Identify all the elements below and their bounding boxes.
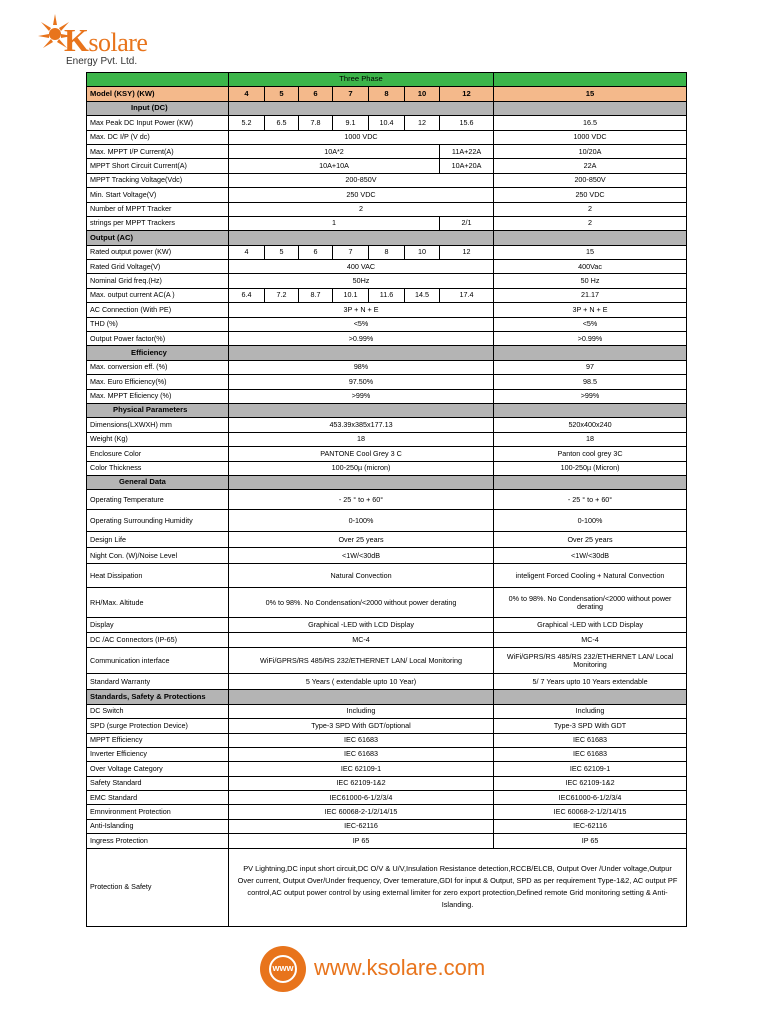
model-cell: 8 — [369, 87, 405, 101]
row-value: 400 VAC — [229, 260, 494, 274]
table-row — [87, 747, 687, 761]
row-value: 18 — [229, 432, 494, 446]
row-label: strings per MPPT Trackers — [87, 216, 229, 230]
row-cell: 12 — [440, 245, 494, 259]
row-cell: 5 — [265, 245, 299, 259]
row-label: Max. MPPT I/P Current(A) — [87, 144, 229, 158]
row-right: <5% — [494, 317, 687, 331]
row-right: Including — [494, 704, 687, 718]
website-badge[interactable] — [260, 946, 510, 994]
table-row — [87, 618, 687, 633]
section-physical: Physical Parameters — [87, 403, 229, 417]
row-value: 50Hz — [229, 274, 494, 288]
row-label: Enclosure Color — [87, 447, 229, 461]
row-label: DC /AC Connectors (IP-65) — [87, 633, 229, 648]
row-value: PV Lightning,DC input short circuit,DC O/V & U/V,Insulation Resistance detection,RCCB/ELCB, Output Over /Under voltage,Outpur Over current, Output Over/Under frequency, Over temerature,GDI for input & Output, SPD as per requirement Type-1&2, AC output PF control,AC output power control by using external limiter for zero export protection,Defined remote Grid monitoring setting & Anti-Islanding. — [229, 848, 687, 926]
table-row — [87, 274, 687, 288]
model-cell: 5 — [265, 87, 299, 101]
phase-label: Three Phase — [229, 73, 494, 87]
table-row — [87, 332, 687, 346]
section-row — [87, 101, 687, 115]
row-value: 0% to 98%. No Condensation/<2000 without power derating — [229, 588, 494, 618]
row-right: 97 — [494, 360, 687, 374]
section-row — [87, 231, 687, 245]
row-cell: 17.4 — [440, 288, 494, 302]
row-value: 2 — [229, 202, 494, 216]
row-right: >99% — [494, 389, 687, 403]
row-right: 400Vac — [494, 260, 687, 274]
row-label: Number of MPPT Tracker — [87, 202, 229, 216]
row-label: Night Con. (W)/Noise Level — [87, 548, 229, 564]
row-value: IEC 62109-1 — [229, 762, 494, 776]
row-right: <1W/<30dB — [494, 548, 687, 564]
row-value: Over 25 years — [229, 532, 494, 548]
row-value: 10A*2 — [229, 144, 440, 158]
row-value: 100-250µ (micron) — [229, 461, 494, 475]
row-right: 3P + N + E — [494, 303, 687, 317]
table-row — [87, 116, 687, 130]
row-cell: 10.4 — [369, 116, 405, 130]
row-right: 250 VDC — [494, 188, 687, 202]
row-right: IEC-62116 — [494, 819, 687, 833]
row-label: Rated Grid Voltage(V) — [87, 260, 229, 274]
row-cell: 5.2 — [229, 116, 265, 130]
row-value: 0-100% — [229, 510, 494, 532]
row-right: 100-250µ (Micron) — [494, 461, 687, 475]
row-value: Natural Convection — [229, 564, 494, 588]
row-right: 98.5 — [494, 375, 687, 389]
section-input: Input (DC) — [87, 101, 229, 115]
row-label: Display — [87, 618, 229, 633]
row-label: MPPT Efficiency — [87, 733, 229, 747]
row-cell: 7.8 — [299, 116, 333, 130]
row-value: IEC 60068-2-1/2/14/15 — [229, 805, 494, 819]
row-value-2: 2/1 — [440, 216, 494, 230]
table-row — [87, 648, 687, 674]
row-value: 5 Years ( extendable upto 10 Year) — [229, 674, 494, 690]
row-label: Max. MPPT Eficiency (%) — [87, 389, 229, 403]
section-row — [87, 690, 687, 704]
table-row — [87, 418, 687, 432]
row-label: Standard Warranty — [87, 674, 229, 690]
row-right: 18 — [494, 432, 687, 446]
row-right: >0.99% — [494, 332, 687, 346]
table-row — [87, 819, 687, 833]
row-right: 200-850V — [494, 173, 687, 187]
table-row — [87, 288, 687, 302]
row-right: 0% to 98%. No Condensation/<2000 without power derating — [494, 588, 687, 618]
row-value: IP 65 — [229, 834, 494, 848]
row-value: 3P + N + E — [229, 303, 494, 317]
row-label: Color Thickness — [87, 461, 229, 475]
row-label: Safety Standard — [87, 776, 229, 790]
phase-row — [87, 73, 687, 87]
table-row — [87, 510, 687, 532]
table-row — [87, 719, 687, 733]
row-label: Ingress Protection — [87, 834, 229, 848]
row-label: Over Voltage Category — [87, 762, 229, 776]
row-right: IP 65 — [494, 834, 687, 848]
row-label: Design Life — [87, 532, 229, 548]
row-cell: 10.1 — [333, 288, 369, 302]
table-row — [87, 704, 687, 718]
row-right: Over 25 years — [494, 532, 687, 548]
spec-table — [86, 72, 687, 927]
row-label: SPD (surge Protection Device) — [87, 719, 229, 733]
row-cell: 15.6 — [440, 116, 494, 130]
row-value: 453.39x385x177.13 — [229, 418, 494, 432]
row-value: PANTONE Cool Grey 3 C — [229, 447, 494, 461]
row-right: 1000 VDC — [494, 130, 687, 144]
row-value: 200-850V — [229, 173, 494, 187]
row-cell: 9.1 — [333, 116, 369, 130]
model-label: Model (KSY) (KW) — [87, 87, 229, 101]
table-row — [87, 375, 687, 389]
row-label: AC Connection (With PE) — [87, 303, 229, 317]
row-right: 21.17 — [494, 288, 687, 302]
row-label: MPPT Short Circuit Current(A) — [87, 159, 229, 173]
globe-icon — [260, 946, 306, 992]
brand-name: Ksolare — [64, 22, 148, 58]
table-row — [87, 588, 687, 618]
row-value: 1 — [229, 216, 440, 230]
row-right: 15 — [494, 245, 687, 259]
row-cell: 14.5 — [405, 288, 440, 302]
table-row — [87, 733, 687, 747]
table-row — [87, 202, 687, 216]
row-value: Type-3 SPD With GDT/optional — [229, 719, 494, 733]
company-logo — [38, 10, 198, 70]
row-right: 0-100% — [494, 510, 687, 532]
row-label: Protection & Safety — [87, 848, 229, 926]
table-row — [87, 159, 687, 173]
website-url[interactable]: www.ksolare.com — [314, 955, 486, 980]
row-value-2: 11A+22A — [440, 144, 494, 158]
model-cell: 10 — [405, 87, 440, 101]
row-right: 520x400x240 — [494, 418, 687, 432]
row-value: IEC 61683 — [229, 733, 494, 747]
table-row — [87, 303, 687, 317]
row-label: Max. Euro Efficiency(%) — [87, 375, 229, 389]
row-cell: 12 — [405, 116, 440, 130]
row-right: IEC61000-6-1/2/3/4 — [494, 791, 687, 805]
row-cell: 7 — [333, 245, 369, 259]
section-row — [87, 475, 687, 489]
row-value: Graphical -LED with LCD Display — [229, 618, 494, 633]
row-label: Max. conversion eff. (%) — [87, 360, 229, 374]
section-general: General Data — [87, 475, 229, 489]
row-value: - 25 ° to + 60° — [229, 490, 494, 510]
row-label: RH/Max. Altitude — [87, 588, 229, 618]
section-row — [87, 403, 687, 417]
row-right: 22A — [494, 159, 687, 173]
row-value: <5% — [229, 317, 494, 331]
row-label: THD (%) — [87, 317, 229, 331]
row-value: Including — [229, 704, 494, 718]
table-row — [87, 389, 687, 403]
table-row — [87, 791, 687, 805]
row-label: Output Power factor(%) — [87, 332, 229, 346]
row-label: Nominal Grid freq.(Hz) — [87, 274, 229, 288]
model-cell: 7 — [333, 87, 369, 101]
row-label: Max Peak DC Input Power (KW) — [87, 116, 229, 130]
model-row — [87, 87, 687, 101]
row-value: 1000 VDC — [229, 130, 494, 144]
row-label: Weight (Kg) — [87, 432, 229, 446]
table-row — [87, 548, 687, 564]
row-value: IEC-62116 — [229, 819, 494, 833]
row-label: Heat Dissipation — [87, 564, 229, 588]
row-right: 10/20A — [494, 144, 687, 158]
table-row — [87, 805, 687, 819]
row-value: IEC 61683 — [229, 747, 494, 761]
table-row — [87, 490, 687, 510]
row-right: 2 — [494, 202, 687, 216]
row-cell: 8.7 — [299, 288, 333, 302]
row-value: IEC 62109-1&2 — [229, 776, 494, 790]
table-row — [87, 633, 687, 648]
row-label: Operating Temperature — [87, 490, 229, 510]
table-row — [87, 447, 687, 461]
row-right: inteligent Forced Cooling + Natural Convection — [494, 564, 687, 588]
section-standards: Standards, Safety & Protections — [87, 690, 229, 704]
www-label: www — [272, 963, 294, 973]
table-row — [87, 130, 687, 144]
row-label: Inverter Efficiency — [87, 747, 229, 761]
row-right: Panton cool grey 3C — [494, 447, 687, 461]
row-value: >99% — [229, 389, 494, 403]
table-row — [87, 834, 687, 848]
table-row — [87, 245, 687, 259]
row-label: MPPT Tracking Voltage(Vdc) — [87, 173, 229, 187]
table-row — [87, 260, 687, 274]
model-cell: 6 — [299, 87, 333, 101]
row-value: >0.99% — [229, 332, 494, 346]
row-label: Emnvironment Protection — [87, 805, 229, 819]
table-row — [87, 776, 687, 790]
row-right: 2 — [494, 216, 687, 230]
model-cell: 12 — [440, 87, 494, 101]
row-cell: 7.2 — [265, 288, 299, 302]
row-value: IEC61000-6-1/2/3/4 — [229, 791, 494, 805]
row-right: 5/ 7 Years upto 10 Years extendable — [494, 674, 687, 690]
row-label: Operating Surrounding Humidity — [87, 510, 229, 532]
row-label: Communication interface — [87, 648, 229, 674]
row-right: WiFi/GPRS/RS 485/RS 232/ETHERNET LAN/ Local Monitoring — [494, 648, 687, 674]
row-cell: 11.6 — [369, 288, 405, 302]
row-right: IEC 62109-1 — [494, 762, 687, 776]
table-row — [87, 144, 687, 158]
model-cell: 4 — [229, 87, 265, 101]
row-value: 250 VDC — [229, 188, 494, 202]
table-row — [87, 461, 687, 475]
row-label: Dimensions(LXWXH) mm — [87, 418, 229, 432]
row-label: Anti-Islanding — [87, 819, 229, 833]
section-efficiency: Efficiency — [87, 346, 229, 360]
row-cell: 6.4 — [229, 288, 265, 302]
table-row — [87, 432, 687, 446]
row-cell: 4 — [229, 245, 265, 259]
row-cell: 10 — [405, 245, 440, 259]
section-output: Output (AC) — [87, 231, 229, 245]
brand-subtitle: Energy Pvt. Ltd. — [66, 56, 138, 67]
row-cell: 6.5 — [265, 116, 299, 130]
table-row — [87, 532, 687, 548]
row-label: Min. Start Voltage(V) — [87, 188, 229, 202]
table-row — [87, 216, 687, 230]
row-label: DC Switch — [87, 704, 229, 718]
row-right: 50 Hz — [494, 274, 687, 288]
section-row — [87, 346, 687, 360]
row-cell: 6 — [299, 245, 333, 259]
row-right: IEC 62109-1&2 — [494, 776, 687, 790]
table-row — [87, 674, 687, 690]
table-row — [87, 564, 687, 588]
model-cell-right: 15 — [494, 87, 687, 101]
row-right: - 25 ° to + 60° — [494, 490, 687, 510]
row-value: WiFi/GPRS/RS 485/RS 232/ETHERNET LAN/ Local Monitoring — [229, 648, 494, 674]
row-value: 10A+10A — [229, 159, 440, 173]
row-label: Max. DC I/P (V dc) — [87, 130, 229, 144]
table-row — [87, 173, 687, 187]
row-value: <1W/<30dB — [229, 548, 494, 564]
row-cell: 8 — [369, 245, 405, 259]
table-row — [87, 317, 687, 331]
row-right: Type-3 SPD With GDT — [494, 719, 687, 733]
table-row — [87, 360, 687, 374]
table-row — [87, 188, 687, 202]
row-value: 97.50% — [229, 375, 494, 389]
row-label: EMC Standard — [87, 791, 229, 805]
row-right: MC-4 — [494, 633, 687, 648]
row-right: IEC 61683 — [494, 733, 687, 747]
row-right: IEC 61683 — [494, 747, 687, 761]
row-right: 16.5 — [494, 116, 687, 130]
table-row — [87, 848, 687, 926]
row-right: Graphical -LED with LCD Display — [494, 618, 687, 633]
row-value: 98% — [229, 360, 494, 374]
row-label: Max. output current AC(A ) — [87, 288, 229, 302]
row-label: Rated output power (KW) — [87, 245, 229, 259]
row-value: MC-4 — [229, 633, 494, 648]
table-row — [87, 762, 687, 776]
row-value-2: 10A+20A — [440, 159, 494, 173]
row-right: IEC 60068-2-1/2/14/15 — [494, 805, 687, 819]
